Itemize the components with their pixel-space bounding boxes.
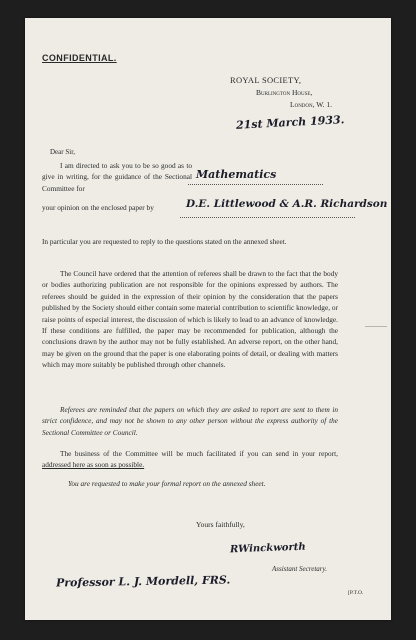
address-line-3: London, W. 1. [290, 100, 333, 109]
signatory-role: Assistant Secretary. [272, 565, 327, 573]
paragraph-business [42, 448, 338, 471]
subject-dotted-line [188, 184, 323, 185]
handwritten-date: 21st March 1933. [235, 113, 345, 132]
paragraph-council: The Council have ordered that the attention of referees shall be drawn to the fact that the body or bodies authorizing publication are not responsible for the opinions expressed by authors. The referees should be guided in the expression of their opinion by the consideration that the papers published by the Society should either contain some material contribution to scientific knowledge, or raise points of especial interest, the discussion of which is likely to lead to an advance of knowledge. If these conditions are fulfilled, the paper may be recommended for publication, although the conclusions drawn by the author may not be fully established. An adverse report, on the other hand, may be given on the ground that the paper is one elaborating points of detail, or dealing with matters which may more suitably be published through other channels. [42, 269, 338, 370]
paragraph-request-part2: your opinion on the enclosed paper by [42, 203, 154, 212]
handwritten-authors: D.E. Littlewood & A.R. Richardson [186, 198, 388, 210]
paragraph-request [42, 160, 338, 194]
paragraph-confidence: Referees are reminded that the papers on which they are asked to report are sent to them in strict confidence, and may not be shown to any other person without the express authority of the Sectional Committee or Council. [42, 405, 338, 437]
paragraph-business-part2: addressed here as soon as possible. [42, 460, 145, 470]
paragraph-business-part1: The business of the Committee will be much facilitated if you can send in your report, [60, 449, 338, 458]
closing: Yours faithfully, [196, 520, 245, 529]
authors-dotted-line [180, 217, 355, 218]
paragraph-questions: In particular you are requested to reply to the questions stated on the annexed sheet. [42, 237, 287, 246]
paragraph-request-part1: I am directed to ask you to be so good as to give in writing, for the guidance of the Sectional Committee for [42, 161, 192, 193]
confidential-heading: CONFIDENTIAL. [42, 53, 117, 63]
salutation: Dear Sir, [50, 148, 75, 156]
address-line-1: ROYAL SOCIETY, [230, 75, 302, 85]
paragraph-formal-report: You are requested to make your formal report on the annexed sheet. [68, 479, 266, 488]
address-line-2: Burlington House, [256, 88, 313, 97]
pto-mark: [P.T.O. [348, 590, 364, 596]
handwritten-recipient: Professor L. J. Mordell, FRS. [55, 573, 231, 590]
fold-mark [365, 326, 387, 327]
handwritten-subject: Mathematics [196, 168, 277, 181]
signature: RWinckworth [229, 541, 306, 556]
